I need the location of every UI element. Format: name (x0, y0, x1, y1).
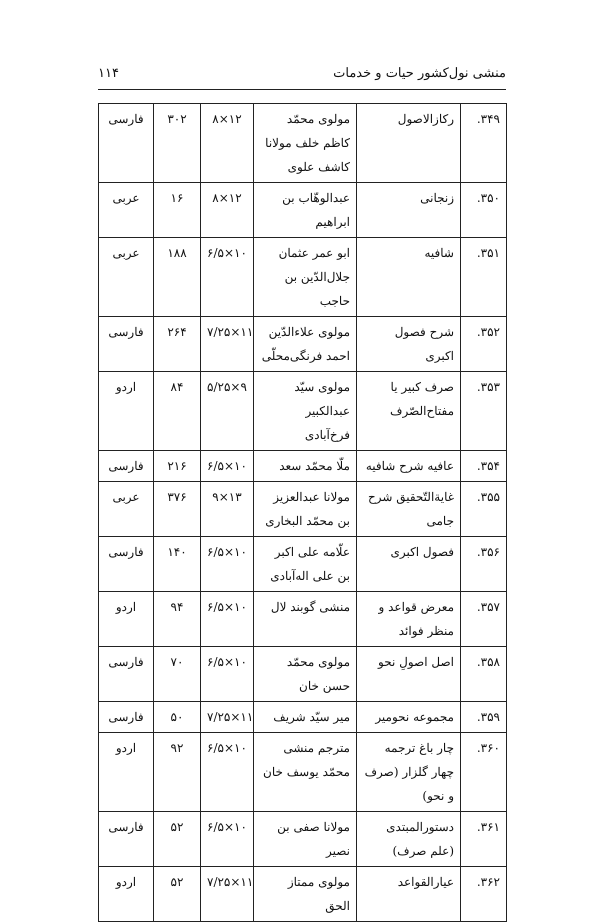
page-size: ۷/۲۵×۱۱ (201, 702, 254, 733)
author-name: مولوی محمّد حسن خان (254, 647, 357, 702)
language: عربی (99, 238, 154, 317)
header-rule (98, 89, 506, 90)
entry-number: ۳۵۲. (461, 317, 507, 372)
page-size: ۶/۵×۱۰ (201, 592, 254, 647)
page-count: ۸۴ (154, 372, 201, 451)
entry-number: ۳۵۴. (461, 451, 507, 482)
entry-number: ۳۴۹. (461, 104, 507, 183)
page-count: ۲۱۶ (154, 451, 201, 482)
table-row (99, 647, 507, 702)
table-row (99, 537, 507, 592)
page-count: ۵۲ (154, 867, 201, 922)
author-name: مولوی محمّد کاظم خلف مولانا کاشف علوی (254, 104, 357, 183)
author-name: منشی گوبند لال (254, 592, 357, 647)
language: اردو (99, 867, 154, 922)
catalog-table-body (99, 104, 507, 922)
language: عربی (99, 482, 154, 537)
page-size: ۸×۱۲ (201, 104, 254, 183)
language: اردو (99, 733, 154, 812)
language: فارسی (99, 317, 154, 372)
entry-number: ۳۵۶. (461, 537, 507, 592)
page-size: ۵/۲۵×۹ (201, 372, 254, 451)
page-size: ۶/۵×۱۰ (201, 451, 254, 482)
author-name: مولوی علاءالدّین احمد فرنگی‌محلّی (254, 317, 357, 372)
author-name: علّامه علی اکبر بن علی اله‌آبادی (254, 537, 357, 592)
language: اردو (99, 372, 154, 451)
page-size: ۹×۱۳ (201, 482, 254, 537)
table-row (99, 733, 507, 812)
table-row (99, 372, 507, 451)
language: فارسی (99, 812, 154, 867)
book-title: چار باغ ترجمه چهار گلزار (صرف و نحو) (357, 733, 461, 812)
author-name: ملّا محمّد سعد (254, 451, 357, 482)
book-title: اصل اصولِ نحو (357, 647, 461, 702)
page-size: ۶/۵×۱۰ (201, 733, 254, 812)
book-title: مجموعه نحومیر (357, 702, 461, 733)
language: فارسی (99, 104, 154, 183)
entry-number: ۳۵۵. (461, 482, 507, 537)
book-title: غایة‌التّحقیق شرح جامی (357, 482, 461, 537)
page-count: ۲۶۴ (154, 317, 201, 372)
entry-number: ۳۵۸. (461, 647, 507, 702)
page-size: ۶/۵×۱۰ (201, 812, 254, 867)
page-size: ۸×۱۲ (201, 183, 254, 238)
entry-number: ۳۵۰. (461, 183, 507, 238)
page-count: ۳۰۲ (154, 104, 201, 183)
entry-number: ۳۵۳. (461, 372, 507, 451)
page-count: ۳۷۶ (154, 482, 201, 537)
page-count: ۵۲ (154, 812, 201, 867)
page-header (98, 62, 506, 84)
page-count: ۵۰ (154, 702, 201, 733)
table-row (99, 482, 507, 537)
book-title: فصول اکبری (357, 537, 461, 592)
author-name: عبدالوهّاب بن ابراهیم (254, 183, 357, 238)
page-size: ۷/۲۵×۱۱ (201, 867, 254, 922)
book-title: رکازالاصول (357, 104, 461, 183)
page-count: ۹۲ (154, 733, 201, 812)
entry-number: ۳۵۹. (461, 702, 507, 733)
language: فارسی (99, 537, 154, 592)
language: فارسی (99, 647, 154, 702)
entry-number: ۳۶۰. (461, 733, 507, 812)
entry-number: ۳۵۱. (461, 238, 507, 317)
table-row (99, 183, 507, 238)
running-title: منشی نول‌کشور حیات و خدمات (333, 65, 506, 81)
entry-number: ۳۵۷. (461, 592, 507, 647)
table-row (99, 867, 507, 922)
table-row (99, 317, 507, 372)
page-size: ۶/۵×۱۰ (201, 647, 254, 702)
table-row (99, 104, 507, 183)
book-title: شافیه (357, 238, 461, 317)
author-name: مولوی ممتاز الحق (254, 867, 357, 922)
page-size: ۷/۲۵×۱۱ (201, 317, 254, 372)
language: فارسی (99, 451, 154, 482)
catalog-table (98, 103, 507, 922)
author-name: ابو عمر عثمان جلال‌الدّین بن حاجب (254, 238, 357, 317)
author-name: میر سیّد شریف (254, 702, 357, 733)
language: عربی (99, 183, 154, 238)
table-row (99, 238, 507, 317)
book-title: زنجانی (357, 183, 461, 238)
table-row (99, 702, 507, 733)
language: اردو (99, 592, 154, 647)
book-title: عافیه شرح شافیه (357, 451, 461, 482)
page-count: ۱۶ (154, 183, 201, 238)
book-title: شرح فصول اکبری (357, 317, 461, 372)
book-title: دستورالمبتدی (علم صرف) (357, 812, 461, 867)
table-row (99, 812, 507, 867)
entry-number: ۳۶۱. (461, 812, 507, 867)
page-count: ۱۴۰ (154, 537, 201, 592)
table-row (99, 451, 507, 482)
table-row (99, 592, 507, 647)
book-title: صرف کبیر یا مفتاح‌الصّرف (357, 372, 461, 451)
book-title: عیارالقواعد (357, 867, 461, 922)
author-name: مترجم منشی محمّد یوسف خان (254, 733, 357, 812)
language: فارسی (99, 702, 154, 733)
entry-number: ۳۶۲. (461, 867, 507, 922)
page-size: ۶/۵×۱۰ (201, 537, 254, 592)
page-number: ۱۱۴ (98, 65, 119, 81)
page-size: ۶/۵×۱۰ (201, 238, 254, 317)
page-count: ۷۰ (154, 647, 201, 702)
author-name: مولانا صفی بن نصیر (254, 812, 357, 867)
author-name: مولوی سیّد عبدالکبیر فرخ‌آبادی (254, 372, 357, 451)
book-title: معرض قواعد و منظر فوائد (357, 592, 461, 647)
page-count: ۹۴ (154, 592, 201, 647)
page-count: ۱۸۸ (154, 238, 201, 317)
author-name: مولانا عبدالعزیز بن محمّد البخاری (254, 482, 357, 537)
